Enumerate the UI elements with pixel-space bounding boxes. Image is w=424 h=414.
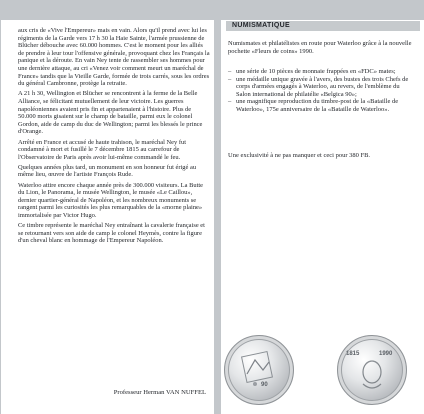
section-header <box>226 21 420 31</box>
list-item: – une série de 10 pièces de monnaie frappées en «FDC» mates; <box>228 68 412 76</box>
left-column <box>1 20 214 414</box>
coin-left-value: 90 <box>261 382 268 388</box>
list-item: – une magnifique reproduction du timbre-post de la «Bataille de Waterloo», 175e anniversaire de la «Bataille de Waterloo». <box>228 98 412 113</box>
intro-paragraph: Numismates et philatélistes en route pour Waterloo grâce à la nouvelle pochette «Fleurs de coins» 1990. <box>228 40 412 55</box>
contents-list <box>228 68 412 114</box>
closing-paragraph: Une exclusivité à ne pas manquer et ceci pour 380 FB. <box>228 152 371 159</box>
closing-text <box>228 152 412 160</box>
paragraph: Quelques années plus tard, un monument en son honneur fut érigé au même lieu, œuvre de l'artiste François Rude. <box>18 163 197 179</box>
article-text <box>18 27 210 248</box>
intro-text <box>228 40 412 55</box>
author-signature: Professeur Herman VAN NUFFEL <box>113 389 206 396</box>
paragraph: Waterloo attire encore chaque année près de 300.000 visiteurs. La Butte du Lion, le Panorama, le musée Wellington, le musée «Le Caillou», dernier quartier-général de Napoléon, et les nombreux monuments se rangent parmi les curiosités les plus remarquables de la «morne plaine» immortalisée par Victor Hugo. <box>18 181 204 220</box>
coin-left-relief <box>225 336 293 404</box>
paragraph: Arrêté en France et accusé de haute trahison, le maréchal Ney fut condamné à mort et fusillé le 7 décembre 1815 au carrefour de l'Observatoire de Paris après avoir lui-même commandé le feu. <box>18 138 187 161</box>
paragraph: aux cris de «Vive l'Empereur» mais en vain. Alors qu'il prend avec lui les régiments de la Garde vers 17 h 30 la Haie Sainte, l'armée prussienne de Blücher débouche avec 60.000 hommes. C'est le moment pour les alliés de prendre à leur tour l'offensive générale, provoquant chez les Français la panique et la déroute. En vain Ney tente de rassembler ses hommes pour une dernière attaque, au cri «Venez voir comment meurt un maréchal de France» tandis que la Vieille Garde, formée de trois carrés, sous les ordres du général Cambronne, protège la retraite. <box>18 27 210 88</box>
section-title: NUMISMATIQUE <box>232 22 290 29</box>
paragraph: Ce timbre représente le maréchal Ney entraînant la cavalerie française et se retournant vers son aide de camp le colonel Heymès, contre la figure d'un cheval blanc en hommage de l'Empereur Napoléon. <box>18 222 205 245</box>
coin-right-year-start: 1815 <box>346 351 360 357</box>
coin-right-relief <box>338 336 406 404</box>
right-column <box>221 20 424 414</box>
coin-right-year-end: 1990 <box>379 351 393 357</box>
paragraph: A 21 h 30, Wellington et Blücher se rencontrent à la ferme de la Belle Alliance, se félicitant mutuellement de leur victoire. Les guerres napoléoniennes avaient pris fin et appartenaient à l'histoire. Plus de 50.000 morts gisaient sur le champ de bataille, parmi eux le colonel Gordon, aide de camp du duc de Wellington; parmi les blessés le prince d'Orange. <box>18 90 203 136</box>
list-item: – une médaille unique gravée à l'avers, des bustes des trois Chefs de corps d'armées engagés à Waterloo, au revers, de l'emblème du Salon international de philatélie «Belgica 90»; <box>228 76 412 99</box>
coin-image-left <box>224 335 294 405</box>
coin-image-right <box>337 335 407 405</box>
